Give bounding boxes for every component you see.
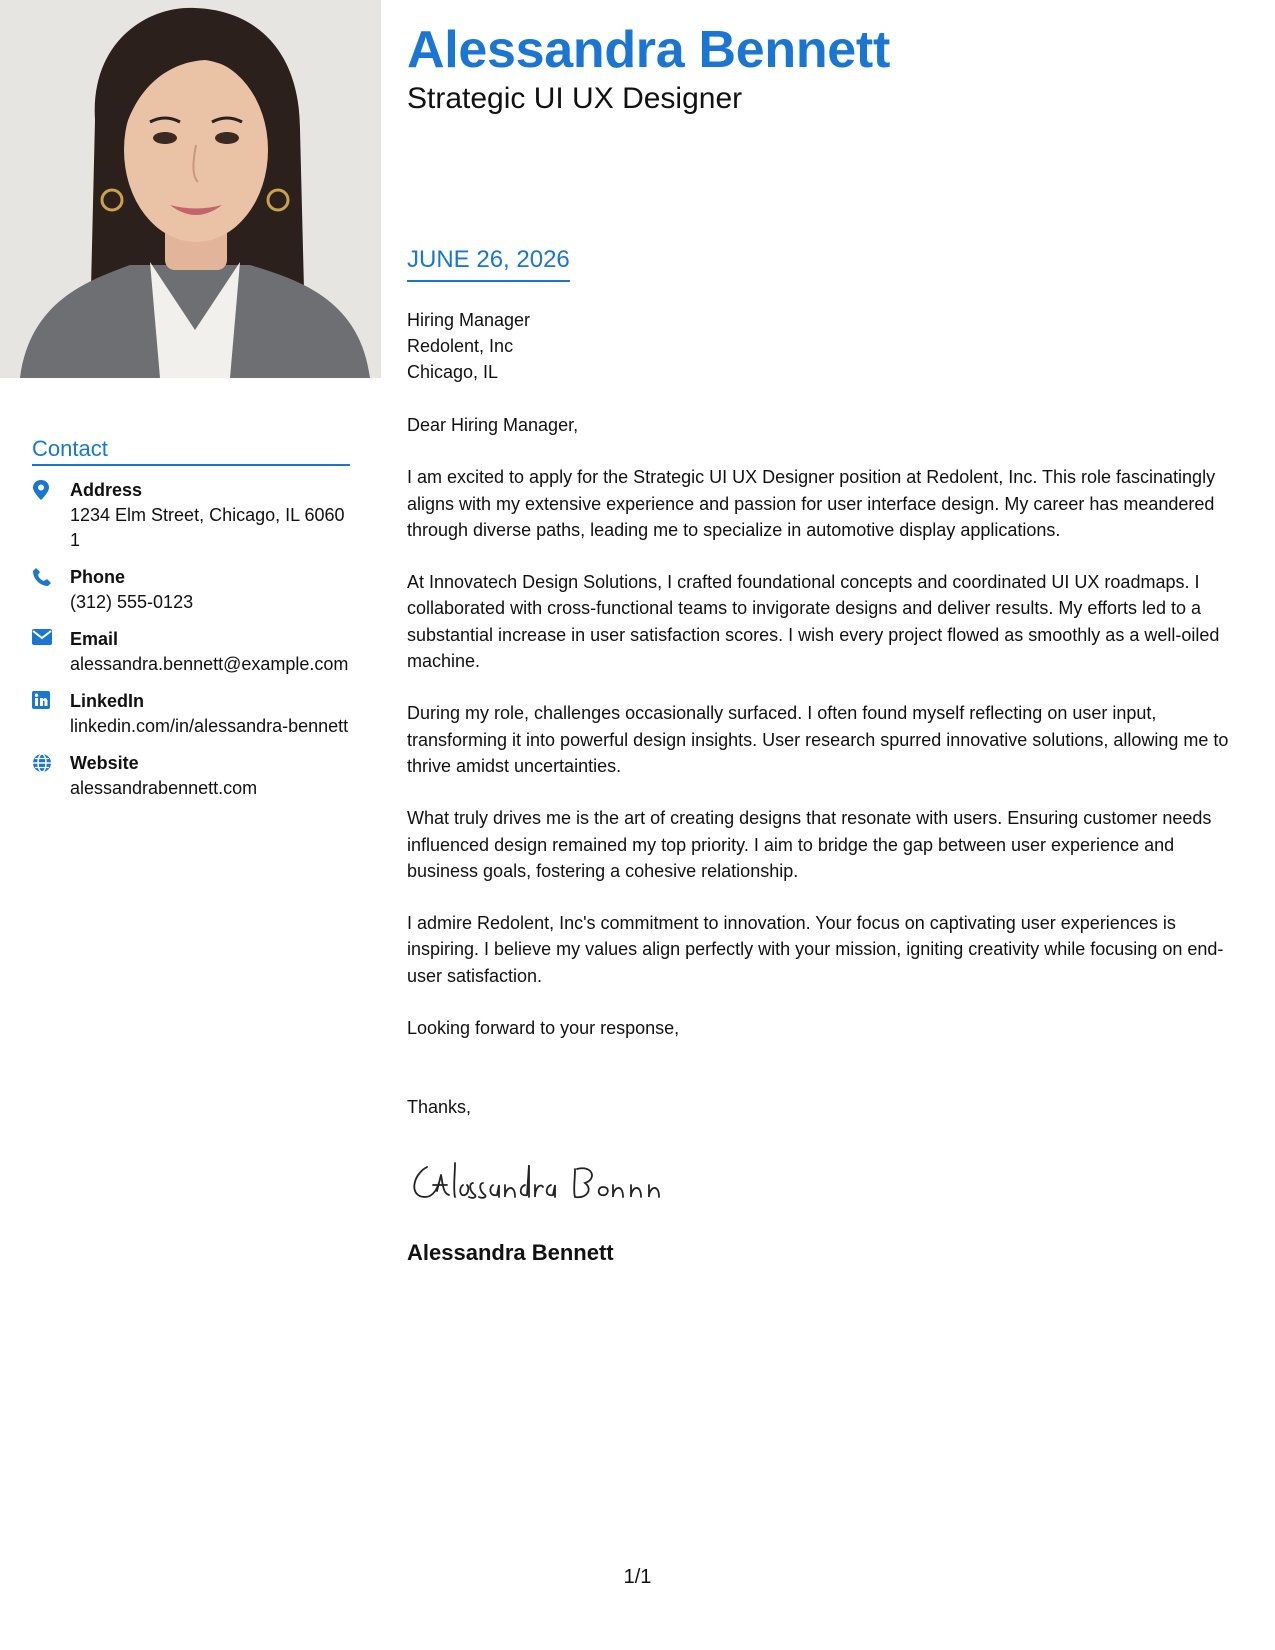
envelope-icon xyxy=(32,627,70,677)
recipient-location: Chicago, IL xyxy=(407,362,499,382)
salutation: Dear Hiring Manager, xyxy=(407,415,579,435)
portrait-illustration xyxy=(0,0,381,378)
phone-value[interactable]: (312) 555-0123 xyxy=(70,592,194,612)
signer-name: Alessandra Bennett xyxy=(407,1240,614,1265)
letter-date: JUNE 26, 2026 xyxy=(407,246,570,282)
contact-phone xyxy=(32,565,350,615)
contact-website xyxy=(32,751,350,801)
website-value[interactable]: alessandrabennett.com xyxy=(70,778,258,798)
linkedin-value[interactable]: linkedin.com/in/alessandra-bennett xyxy=(70,716,349,736)
paragraph: I am excited to apply for the Strategic UI UX Designer position at Redolent, Inc. This role fascinatingly aligns with my extensive experience and passion for user interface design. My career has meandered through diverse paths, leading me to specialize in automotive display applications. xyxy=(407,467,1216,540)
sign-off: Looking forward to your response, xyxy=(407,1018,680,1039)
map-pin-icon xyxy=(32,478,70,553)
address-value: 1234 Elm Street, Chicago, IL 60601 xyxy=(70,505,345,550)
contact-linkedin xyxy=(32,689,350,739)
contact-sidebar xyxy=(32,436,350,813)
contact-label: Email xyxy=(70,629,119,649)
paragraph: At Innovatech Design Solutions, I crafted foundational concepts and coordinated UI UX roadmaps. I collaborated with cross-functional teams to invigorate designs and deliver results. My efforts led to a substantial increase in user satisfaction scores. I wish every project flowed as smoothly as a well-oiled machine. xyxy=(407,572,1220,672)
applicant-role: Strategic UI UX Designer xyxy=(407,82,743,115)
linkedin-icon xyxy=(32,689,70,739)
letter-body xyxy=(407,412,1247,1067)
contact-label: Address xyxy=(70,480,143,500)
closing-thanks: Thanks, xyxy=(407,1097,472,1117)
page-number: 1/1 xyxy=(623,1566,652,1588)
applicant-name: Alessandra Bennett xyxy=(407,21,890,79)
handwritten-signature xyxy=(407,1155,667,1205)
contact-heading: Contact xyxy=(32,436,350,466)
recipient-company: Redolent, Inc xyxy=(407,336,514,356)
email-value[interactable]: alessandra.bennett@example.com xyxy=(70,654,349,674)
paragraph: During my role, challenges occasionally surfaced. I often found myself reflecting on user input, transforming it into powerful design insights. User research spurred innovative solutions, allowing me to thrive amidst uncertainties. xyxy=(407,703,1229,776)
recipient-block xyxy=(407,307,530,385)
contact-label: Website xyxy=(70,753,139,773)
contact-label: LinkedIn xyxy=(70,691,145,711)
contact-address xyxy=(32,478,350,553)
contact-label: Phone xyxy=(70,567,126,587)
paragraph: What truly drives me is the art of creating designs that resonate with users. Ensuring customer needs influenced design remained my top priority. I aim to bridge the gap between user experience and business goals, fostering a cohesive relationship. xyxy=(407,808,1212,881)
paragraph: I admire Redolent, Inc's commitment to innovation. Your focus on captivating user experiences is inspiring. I believe my values align perfectly with your mission, igniting creativity while focusing on end-user satisfaction. xyxy=(407,913,1224,986)
contact-email xyxy=(32,627,350,677)
profile-photo xyxy=(0,0,381,378)
phone-icon xyxy=(32,565,70,615)
globe-icon xyxy=(32,751,70,801)
recipient-title: Hiring Manager xyxy=(407,310,531,330)
